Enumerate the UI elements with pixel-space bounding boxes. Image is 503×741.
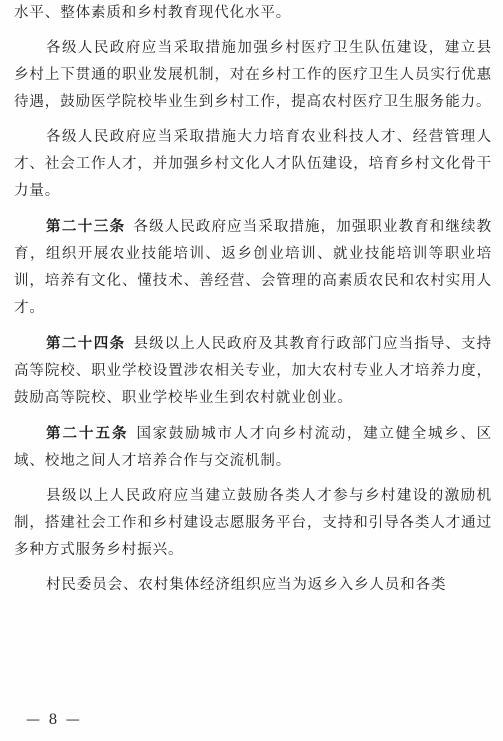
article-25	[14, 420, 492, 475]
document-body	[14, 0, 492, 599]
article-23-text: 各级人民政府应当采取措施，加强职业教育和继续教育，组织开展农业技能培训、返乡创业培训、就业技能培训等职业培训，培养有文化、懂技术、善经营、会管理的高素质农民和农村实用人才。	[14, 219, 492, 316]
paragraph-medical-staff: 各级人民政府应当采取措施加强乡村医疗卫生队伍建设，建立县乡村上下贯通的职业发展机制，对在乡村工作的医疗卫生人员实行优惠待遇，鼓励医学院校毕业生到乡村工作，提高农村医疗卫生服务能力。	[14, 40, 492, 110]
article-23-heading: 第二十三条	[46, 218, 126, 235]
paragraph-continuation: 水平、整体素质和乡村教育现代化水平。	[14, 5, 292, 21]
article-24-text: 县级以上人民政府及其教育行政部门应当指导、支持高等院校、职业学校设置涉农相关专业，加大农村专业人才培养力度，鼓励高等院校、职业学校毕业生到农村就业创业。	[14, 336, 492, 406]
article-25-text: 国家鼓励城市人才向乡村流动，建立健全城乡、区域、校地之间人才培养合作与交流机制。	[14, 426, 492, 469]
page-number: — 8 —	[26, 712, 82, 728]
article-25-heading: 第二十五条	[46, 425, 129, 442]
article-24	[14, 330, 492, 412]
article-23	[14, 213, 492, 322]
article-24-heading: 第二十四条	[46, 335, 126, 352]
paragraph-agri-talent: 各级人民政府应当采取措施大力培育农业科技人才、经营管理人才、社会工作人才，并加强乡村文化人才队伍建设，培育乡村文化骨干力量。	[14, 129, 492, 199]
paragraph-incentive: 县级以上人民政府应当建立鼓励各类人才参与乡村建设的激励机制，搭建社会工作和乡村建设志愿服务平台，支持和引导各类人才通过多种方式服务乡村振兴。	[14, 488, 492, 558]
paragraph-village-committee: 村民委员会、农村集体经济组织应当为返乡入乡人员和各类	[46, 577, 447, 593]
